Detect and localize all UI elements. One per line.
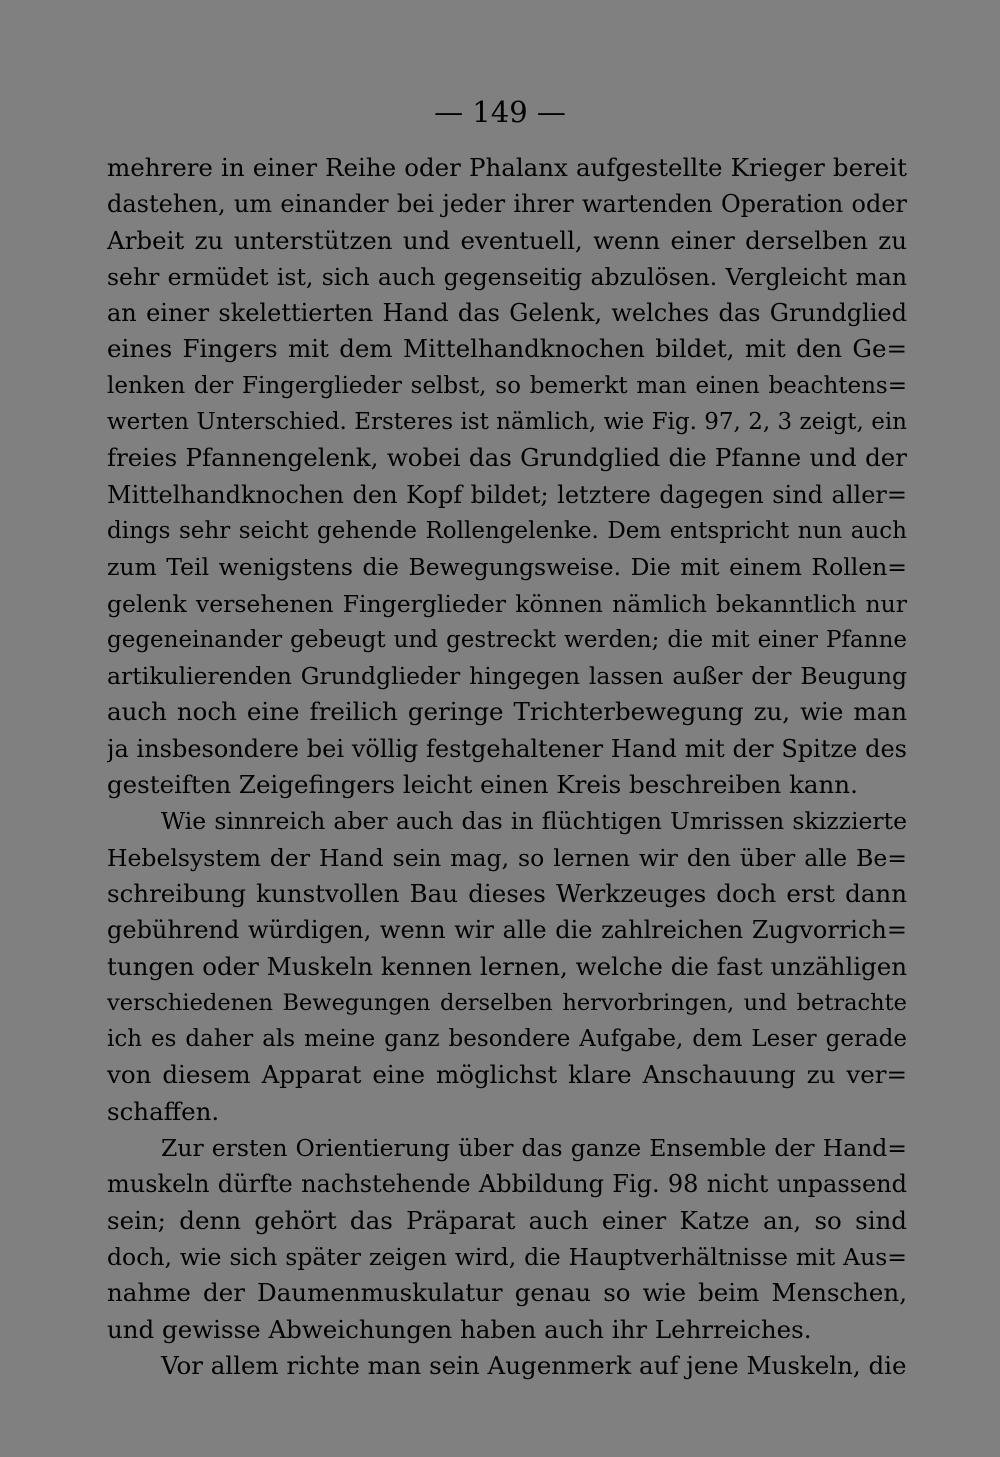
paragraph <box>107 1130 907 1348</box>
text-line: gelenk versehenen Fingerglieder können nämlich bekanntlich nur <box>107 589 907 618</box>
text-line: dings sehr seicht gehende Rollengelenke. Dem entspricht nun auch <box>107 517 907 544</box>
text-line: freies Pfannengelenk, wobei das Grundglied die Pfanne und der <box>107 443 907 473</box>
text-line: zum Teil wenigstens die Bewegungsweise. Die mit einem Rollen= <box>107 553 907 582</box>
paragraph <box>107 150 907 803</box>
text-line: von diesem Apparat eine möglichst klare Anschauung zu ver= <box>107 1060 907 1090</box>
text-line: und gewisse Abweichungen haben auch ihr Lehrreiches. <box>107 1314 812 1344</box>
text-line: Hebelsystem der Hand sein mag, so lernen wir den über alle Be= <box>107 843 907 872</box>
text-line: auch noch eine freilich geringe Trichterbewegung zu, wie man <box>107 697 907 727</box>
body-text <box>107 150 907 1384</box>
text-line: doch, wie sich später zeigen wird, die Hauptverhältnisse mit Aus= <box>107 1242 907 1271</box>
text-line: an einer skelettierten Hand das Gelenk, welches das Grundglied <box>107 299 907 328</box>
text-line: tungen oder Muskeln kennen lernen, welche die fast unzähligen <box>107 951 907 981</box>
text-line: gesteiften Zeigefingers leicht einen Kreis beschreiben kann. <box>107 770 858 800</box>
text-line: Arbeit zu unterstützen und eventuell, wenn einer derselben zu <box>107 225 907 255</box>
text-line: schreibung kunstvollen Bau dieses Werkzeuges doch erst dann <box>107 878 907 908</box>
text-line: muskeln dürfte nachstehende Abbildung Fig. 98 nicht unpassend <box>107 1170 907 1199</box>
text-line: gegeneinander gebeugt und gestreckt werden; die mit einer Pfanne <box>107 626 907 653</box>
text-line: Wie sinnreich aber auch das in flüchtigen Umrissen skizzierte <box>161 807 907 836</box>
text-line: ich es daher als meine ganz besondere Aufgabe, dem Leser gerade <box>107 1026 907 1053</box>
paragraph <box>107 803 907 1130</box>
text-line: Mittelhandknochen den Kopf bildet; letztere dagegen sind aller= <box>107 480 907 509</box>
text-line: Vor allem richte man sein Augenmerk auf jene Muskeln, die <box>161 1350 907 1380</box>
text-line: sein; denn gehört das Präparat auch einer Katze an, so sind <box>107 1205 907 1235</box>
text-line: Zur ersten Orientierung über das ganze Ensemble der Hand= <box>161 1134 907 1163</box>
text-line: verschiedenen Bewegungen derselben hervorbringen, und betrachte <box>107 989 907 1016</box>
text-line: schaffen. <box>107 1096 220 1126</box>
text-line: lenken der Fingerglieder selbst, so bemerkt man einen beachtens= <box>107 372 907 399</box>
page-number: — 149 — <box>434 95 566 129</box>
text-line: eines Fingers mit dem Mittelhandknochen bildet, mit den Ge= <box>107 334 907 364</box>
text-line: ja insbesondere bei völlig festgehaltener Hand mit der Spitze des <box>107 734 907 763</box>
text-line: nahme der Daumenmuskulatur genau so wie beim Menschen, <box>107 1278 907 1308</box>
text-line: dastehen, um einander bei jeder ihrer wartenden Operation oder <box>107 190 907 219</box>
text-line: artikulierenden Grundglieder hingegen lassen außer der Beugung <box>107 662 907 691</box>
text-line: sehr ermüdet ist, sich auch gegenseitig abzulösen. Vergleicht man <box>107 262 907 291</box>
paragraph <box>107 1348 907 1384</box>
text-line: werten Unterschied. Ersteres ist nämlich, wie Fig. 97, 2, 3 zeigt, ein <box>107 409 907 436</box>
text-line: gebührend würdigen, wenn wir alle die zahlreichen Zugvorrich= <box>107 916 907 945</box>
text-line: mehrere in einer Reihe oder Phalanx aufgestellte Krieger bereit <box>107 153 907 182</box>
